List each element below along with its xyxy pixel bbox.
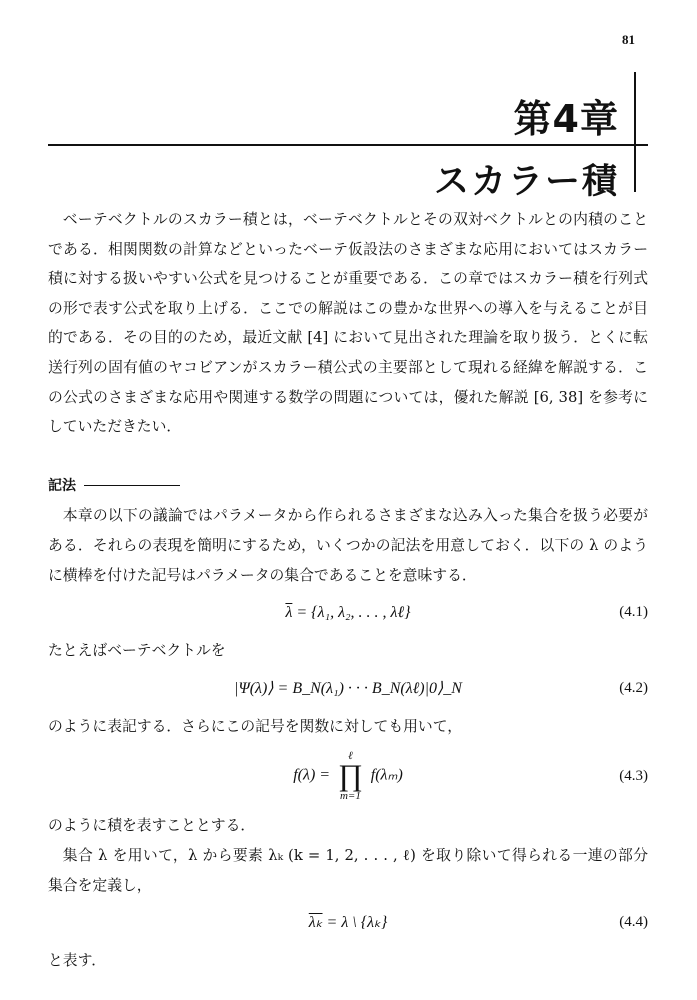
notation-heading xyxy=(48,472,648,502)
prod-upper: ℓ xyxy=(348,750,353,763)
eq4-rhs: = λ \ {λₖ} xyxy=(322,914,388,932)
page-number: 81 xyxy=(622,32,635,47)
notation-paragraph: 本章の以下の議論ではパラメータから作られるさまざまな込み入った集合を扱う必要がある．それらの表現を簡明にするため，いくつかの記法を用意しておく．以下の λ のように横棒を付けた記号はパラメータの集合であることを意味する． xyxy=(48,507,648,584)
text-after-eq2: のように表記する．さらにこの記号を関数に対しても用いて， xyxy=(48,717,463,735)
eq4-tag: (4.4) xyxy=(619,914,648,931)
text-after-eq4: と表す． xyxy=(48,952,107,970)
eq3-rhs: f(λₘ) xyxy=(370,766,403,784)
prod-lower: m=1 xyxy=(339,790,361,803)
chapter-vertical-rule xyxy=(634,72,636,192)
intro-paragraph: ベーテベクトルのスカラー積とは，ベーテベクトルとその双対ベクトルとの内積のことである．相関関数の計算などといったベーテ仮設法のさまざまな応用においてはスカラー積に対する扱いやすい公式を見つけることが重要である．この章ではスカラー積を行列式の形で表す公式を取り上げる．ここでの解説はこの豊かな世界への導入を与えることが目的である．その目的のため，最近文献 [4] において見出された理論を取り扱う．とくに転送行列の固有値のヤコビアンがスカラー積公式の主要部として現れる経緯を解説する．この公式のさまざまな応用や関連する数学の問題については，優れた解説 [6, 38] を参考にしていただきたい． xyxy=(48,211,648,436)
eq1-tag: (4.1) xyxy=(619,604,648,621)
chapter-title: スカラー積 xyxy=(433,162,619,202)
equation-4-3 xyxy=(48,741,648,811)
product-symbol: ℓ ∏ m=1 xyxy=(338,750,363,803)
eq3-lhs: f(λ) = xyxy=(293,766,331,784)
eq2-rhs: = B_N(λ₁) · · · B_N(λℓ)|0⟩_N xyxy=(273,679,462,697)
chapter-number: 第4章 xyxy=(513,97,619,141)
eq2-tag: (4.2) xyxy=(619,679,648,696)
text-after-eq1: たとえばベーテベクトルを xyxy=(48,642,226,660)
subset-paragraph: 集合 λ を用いて，λ から要素 λₖ (k = 1, 2, . . . , ℓ) を取り除いて得られる一連の部分集合を定義し， xyxy=(48,846,648,894)
body-text xyxy=(48,205,648,976)
equation-4-4 xyxy=(48,900,648,946)
eq1-rhs: = {λ₁, λ₂, . . . , λℓ} xyxy=(292,604,411,622)
eq4-lhs: $\overline{\lambda_k}$ xyxy=(308,914,323,932)
notation-heading-rule xyxy=(84,485,180,486)
chapter-horizontal-rule xyxy=(48,144,648,146)
equation-4-1 xyxy=(48,590,648,636)
eq3-tag: (4.3) xyxy=(619,767,648,784)
eq1-lhs: $\overline{\lambda}$ xyxy=(285,604,293,622)
notation-heading-label: 記法 xyxy=(48,477,76,494)
eq2-lhs: |Ψ(λ)⟩ xyxy=(234,679,274,697)
text-after-eq3: のように積を表すこととする． xyxy=(48,817,256,835)
equation-4-2 xyxy=(48,666,648,712)
